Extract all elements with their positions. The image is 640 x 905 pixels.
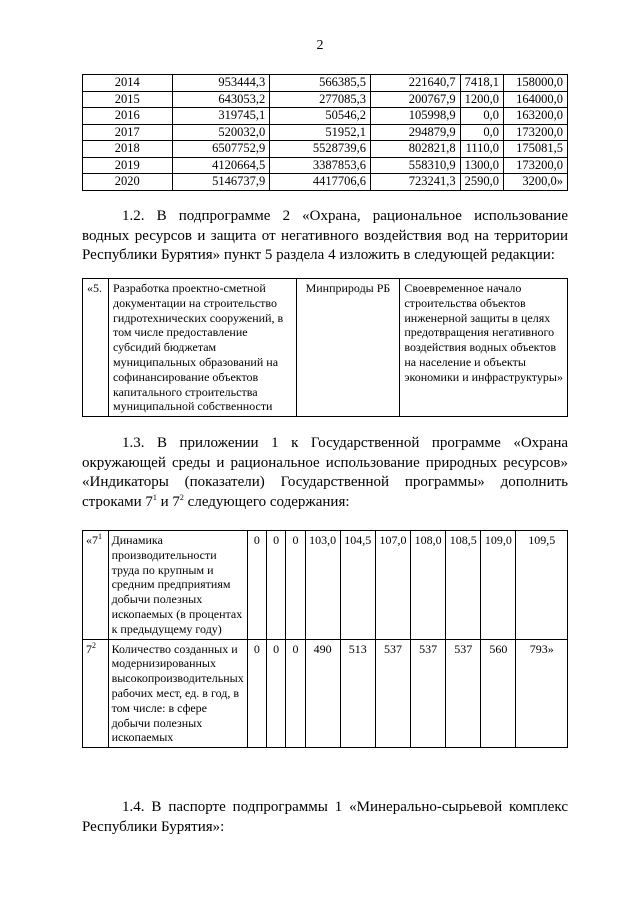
indicator-name: Количество созданных и модернизированных высокопроизводительных рабочих мест, ед. в год, в том числе: в сфере добычи полезных ископаемых [108, 639, 247, 748]
funding-table [82, 74, 568, 191]
page-number: 2 [316, 38, 324, 53]
measure-result: Своевременное начало строительства объектов инженерной защиты в целях предотвращения негативного воздействия водных объектов на население и объекты экономики и инфраструктуры» [400, 279, 568, 417]
amount-cell: 164000,0 [504, 91, 568, 108]
indicator-number-main: «7 [86, 533, 98, 547]
indicator-value: 103,0 [305, 531, 340, 640]
amount-cell: 520032,0 [172, 124, 270, 141]
amount-cell: 221640,7 [370, 75, 460, 92]
indicator-value: 793» [516, 639, 568, 748]
amount-cell: 1200,0 [460, 91, 503, 108]
amount-cell: 3387853,6 [270, 157, 371, 174]
measure-name: Разработка проектно-сметной документации на строительство гидротехнических сооружений, в том числе предоставление субсидий бюджетам муниципальных образований на софинансирование объектов капитального строительства муниципальной собственности [108, 279, 296, 417]
paragraph-1-3 [82, 434, 568, 512]
year-cell: 2019 [83, 157, 173, 174]
year-cell: 2014 [83, 75, 173, 92]
table-row [83, 531, 568, 640]
indicator-value: 537 [411, 639, 446, 748]
amount-cell: 1300,0 [460, 157, 503, 174]
amount-cell: 200767,9 [370, 91, 460, 108]
paragraph-1-2-text: 1.2. В подпрограмме 2 «Охрана, рациональное использование водных ресурсов и защита от негативного воздействия вод на территории Республики Бурятия» пункт 5 раздела 4 изложить в следующей редакции: [82, 208, 568, 263]
amount-cell: 173200,0 [504, 157, 568, 174]
table-row [83, 75, 568, 92]
indicator-value: 513 [340, 639, 375, 748]
measure-number: «5. [83, 279, 109, 417]
indicator-value: 0 [247, 531, 266, 640]
superscript: 2 [179, 492, 184, 502]
amount-cell: 158000,0 [504, 75, 568, 92]
year-cell: 2018 [83, 141, 173, 158]
indicator-value: 107,0 [375, 531, 410, 640]
amount-cell: 6507752,9 [172, 141, 270, 158]
amount-cell: 0,0 [460, 108, 503, 125]
indicator-value: 0 [247, 639, 266, 748]
table-row [83, 124, 568, 141]
indicator-value: 0 [286, 531, 305, 640]
table-row [83, 108, 568, 125]
indicator-number [83, 531, 109, 640]
amount-cell: 953444,3 [172, 75, 270, 92]
paragraph-1-4-text: 1.4. В паспорте подпрограммы 1 «Минерально-сырьевой комплекс Республики Бурятия»: [82, 799, 568, 835]
amount-cell: 319745,1 [172, 108, 270, 125]
year-cell: 2015 [83, 91, 173, 108]
indicator-value: 0 [286, 639, 305, 748]
amount-cell: 3200,0» [504, 174, 568, 191]
amount-cell: 1110,0 [460, 141, 503, 158]
amount-cell: 4417706,6 [270, 174, 371, 191]
table-row [83, 141, 568, 158]
year-cell: 2017 [83, 124, 173, 141]
subprogram-measure-table [82, 278, 568, 417]
paragraph-1-3-text-end: следующего содержания: [183, 493, 350, 510]
amount-cell: 175081,5 [504, 141, 568, 158]
table-row [83, 91, 568, 108]
superscript: 1 [98, 532, 102, 541]
table-row [83, 174, 568, 191]
indicator-name: Динамика производительности труда по крупным и средним предприятиям добычи полезных ископаемых (в процентах к предыдущему году) [108, 531, 247, 640]
indicator-value: 108,5 [446, 531, 481, 640]
indicator-value: 490 [305, 639, 340, 748]
amount-cell: 163200,0 [504, 108, 568, 125]
amount-cell: 5528739,6 [270, 141, 371, 158]
paragraph-1-2 [82, 207, 568, 266]
paragraph-1-4 [82, 798, 568, 837]
measure-executor: Минприроды РБ [296, 279, 400, 417]
amount-cell: 0,0 [460, 124, 503, 141]
indicator-value: 537 [375, 639, 410, 748]
indicator-value: 109,0 [481, 531, 516, 640]
indicator-value: 108,0 [411, 531, 446, 640]
paragraph-1-3-text-mid: и 7 [156, 493, 180, 510]
amount-cell: 173200,0 [504, 124, 568, 141]
amount-cell: 294879,9 [370, 124, 460, 141]
amount-cell: 4120664,5 [172, 157, 270, 174]
year-cell: 2016 [83, 108, 173, 125]
superscript: 2 [92, 640, 96, 650]
paragraph-1-3-text: 1.3. В приложении 1 к Государственной программе «Охрана окружающей среды и рациональное использование природных ресурсов» «Индикаторы (показатели) Государственной программы» дополнить строками 7 [82, 435, 568, 510]
indicator-value: 560 [481, 639, 516, 748]
indicator-number-main: 7 [86, 641, 92, 656]
amount-cell: 2590,0 [460, 174, 503, 191]
indicator-value: 0 [267, 531, 286, 640]
amount-cell: 105998,9 [370, 108, 460, 125]
amount-cell: 277085,3 [270, 91, 371, 108]
amount-cell: 558310,9 [370, 157, 460, 174]
amount-cell: 7418,1 [460, 75, 503, 92]
indicator-value: 104,5 [340, 531, 375, 640]
table-row [83, 279, 568, 417]
amount-cell: 5146737,9 [172, 174, 270, 191]
indicator-value: 109,5 [516, 531, 568, 640]
amount-cell: 643053,2 [172, 91, 270, 108]
indicator-value: 0 [267, 639, 286, 748]
indicator-number [83, 639, 109, 748]
amount-cell: 802821,8 [370, 141, 460, 158]
amount-cell: 51952,1 [270, 124, 371, 141]
table-row [83, 157, 568, 174]
superscript: 1 [152, 492, 157, 502]
year-cell: 2020 [83, 174, 173, 191]
amount-cell: 566385,5 [270, 75, 371, 92]
amount-cell: 723241,3 [370, 174, 460, 191]
indicator-value: 537 [446, 639, 481, 748]
amount-cell: 50546,2 [270, 108, 371, 125]
table-row [83, 639, 568, 748]
indicators-table [82, 530, 568, 748]
